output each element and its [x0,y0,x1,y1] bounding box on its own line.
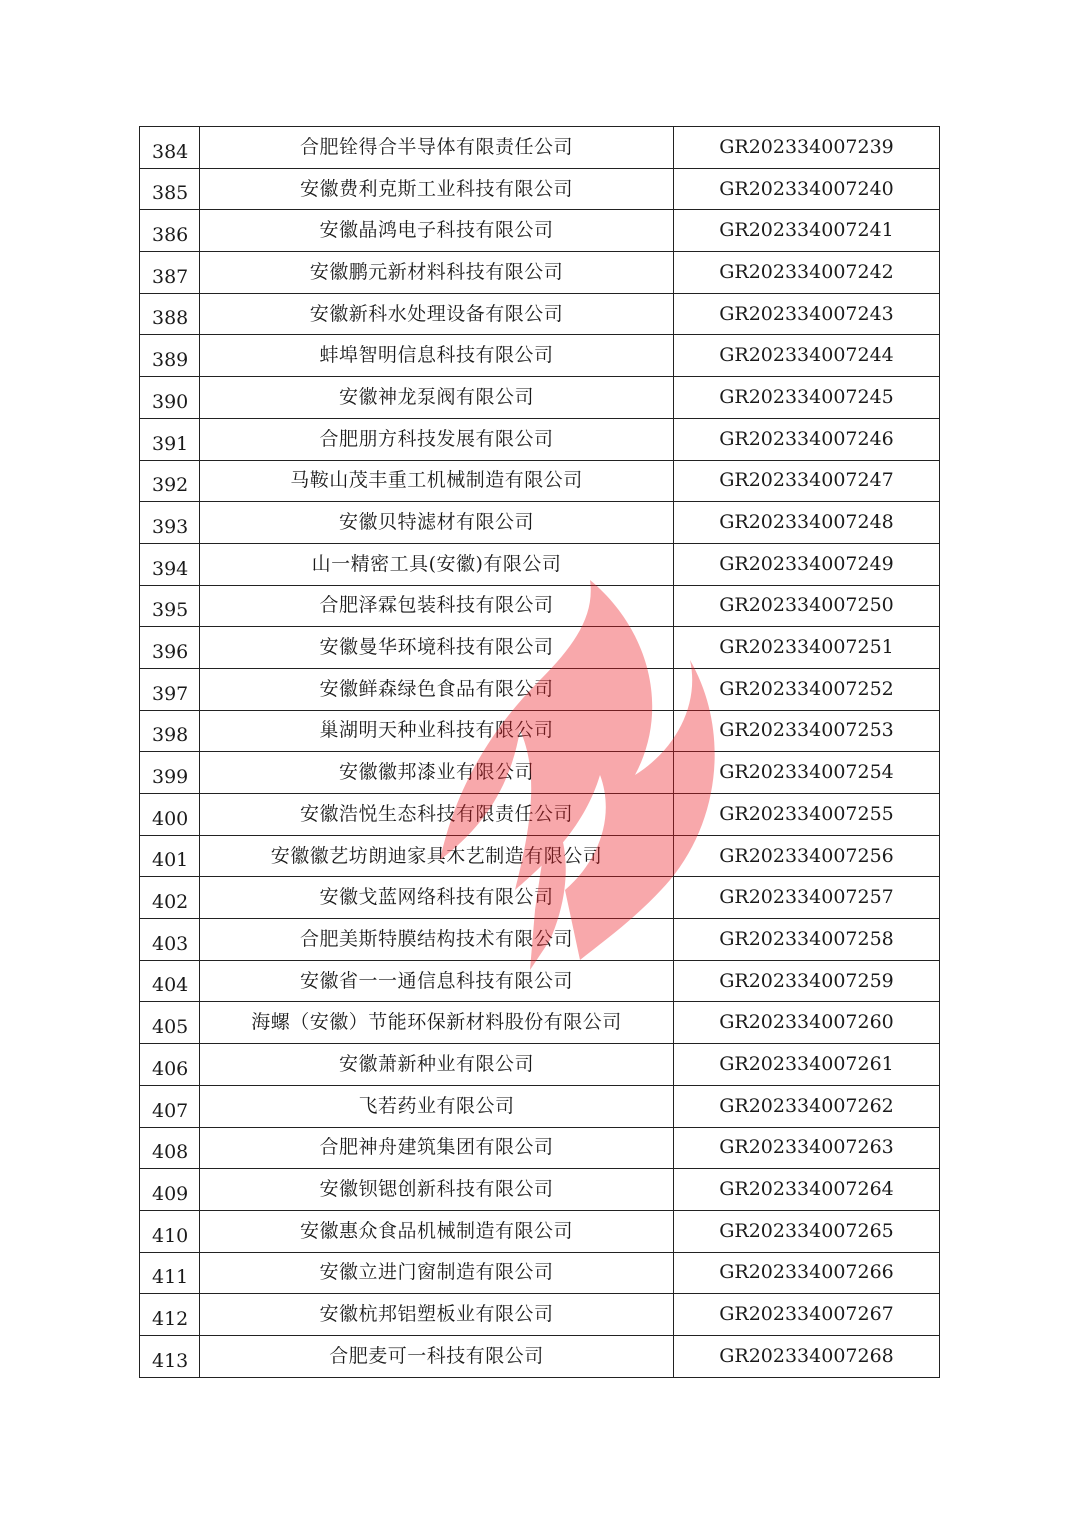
table-row [140,168,940,210]
certificate-number: GR202334007244 [674,335,940,377]
row-number: 397 [140,668,200,710]
row-number: 392 [140,460,200,502]
table-row [140,543,940,585]
certificate-number: GR202334007262 [674,1085,940,1127]
company-name: 安徽浩悦生态科技有限责任公司 [200,794,674,836]
row-number: 394 [140,543,200,585]
table-row [140,919,940,961]
row-number: 401 [140,835,200,877]
row-number: 393 [140,502,200,544]
company-name: 马鞍山茂丰重工机械制造有限公司 [200,460,674,502]
table-row [140,752,940,794]
row-number: 403 [140,919,200,961]
certificate-number: GR202334007266 [674,1252,940,1294]
certificate-number: GR202334007259 [674,960,940,1002]
certificate-number: GR202334007240 [674,168,940,210]
table-row [140,210,940,252]
table-row [140,335,940,377]
row-number: 396 [140,627,200,669]
company-name: 安徽杭邦铝塑板业有限公司 [200,1294,674,1336]
certificate-number: GR202334007239 [674,127,940,169]
certificate-number: GR202334007250 [674,585,940,627]
row-number: 402 [140,877,200,919]
company-name: 合肥铨得合半导体有限责任公司 [200,127,674,169]
certificate-number: GR202334007255 [674,794,940,836]
row-number: 391 [140,418,200,460]
company-name: 安徽费利克斯工业科技有限公司 [200,168,674,210]
row-number: 389 [140,335,200,377]
table-row [140,460,940,502]
certificate-number: GR202334007261 [674,1044,940,1086]
row-number: 388 [140,293,200,335]
certificate-number: GR202334007251 [674,627,940,669]
company-name: 合肥美斯特膜结构技术有限公司 [200,919,674,961]
row-number: 386 [140,210,200,252]
certificate-number: GR202334007249 [674,543,940,585]
table-row [140,835,940,877]
certificate-number: GR202334007265 [674,1210,940,1252]
certificate-number: GR202334007247 [674,460,940,502]
company-name: 安徽徽邦漆业有限公司 [200,752,674,794]
company-name: 安徽新科水处理设备有限公司 [200,293,674,335]
certificate-number: GR202334007256 [674,835,940,877]
certificate-number: GR202334007243 [674,293,940,335]
table-row [140,1044,940,1086]
company-table [139,126,940,1378]
certificate-number: GR202334007254 [674,752,940,794]
table-row [140,877,940,919]
company-name: 巢湖明天种业科技有限公司 [200,710,674,752]
company-name: 安徽萧新种业有限公司 [200,1044,674,1086]
certificate-number: GR202334007268 [674,1335,940,1377]
company-name: 安徽省一一通信息科技有限公司 [200,960,674,1002]
company-name: 安徽钡锶创新科技有限公司 [200,1169,674,1211]
row-number: 409 [140,1169,200,1211]
company-name: 安徽晶鸿电子科技有限公司 [200,210,674,252]
certificate-number: GR202334007248 [674,502,940,544]
row-number: 406 [140,1044,200,1086]
row-number: 385 [140,168,200,210]
table-row [140,418,940,460]
row-number: 399 [140,752,200,794]
table-row [140,377,940,419]
row-number: 411 [140,1252,200,1294]
row-number: 400 [140,794,200,836]
table-row [140,502,940,544]
certificate-number: GR202334007264 [674,1169,940,1211]
company-name: 安徽鹏元新材料科技有限公司 [200,252,674,294]
table-row [140,1210,940,1252]
company-name: 飞若药业有限公司 [200,1085,674,1127]
certificate-number: GR202334007245 [674,377,940,419]
company-name: 安徽神龙泵阀有限公司 [200,377,674,419]
company-name: 合肥麦可一科技有限公司 [200,1335,674,1377]
table-row [140,960,940,1002]
certificate-number: GR202334007267 [674,1294,940,1336]
table-row [140,127,940,169]
company-name: 合肥泽霖包装科技有限公司 [200,585,674,627]
company-name: 安徽鲜森绿色食品有限公司 [200,668,674,710]
row-number: 413 [140,1335,200,1377]
table-row [140,1085,940,1127]
company-name: 安徽贝特滤材有限公司 [200,502,674,544]
certificate-number: GR202334007263 [674,1127,940,1169]
certificate-number: GR202334007241 [674,210,940,252]
company-name: 安徽立进门窗制造有限公司 [200,1252,674,1294]
certificate-number: GR202334007246 [674,418,940,460]
company-name: 安徽徽艺坊朗迪家具木艺制造有限公司 [200,835,674,877]
row-number: 384 [140,127,200,169]
table-row [140,293,940,335]
table-row [140,252,940,294]
table-row [140,1127,940,1169]
row-number: 390 [140,377,200,419]
table-row [140,1169,940,1211]
certificate-number: GR202334007260 [674,1002,940,1044]
row-number: 407 [140,1085,200,1127]
certificate-number: GR202334007253 [674,710,940,752]
company-name: 合肥朋方科技发展有限公司 [200,418,674,460]
company-table-body [140,127,940,1378]
row-number: 395 [140,585,200,627]
table-row [140,585,940,627]
table-row [140,1002,940,1044]
table-row [140,668,940,710]
row-number: 412 [140,1294,200,1336]
row-number: 408 [140,1127,200,1169]
company-name: 蚌埠智明信息科技有限公司 [200,335,674,377]
table-row [140,710,940,752]
company-name: 安徽曼华环境科技有限公司 [200,627,674,669]
certificate-number: GR202334007257 [674,877,940,919]
table-row [140,1335,940,1377]
row-number: 398 [140,710,200,752]
certificate-number: GR202334007252 [674,668,940,710]
company-name: 合肥神舟建筑集团有限公司 [200,1127,674,1169]
table-row [140,1294,940,1336]
row-number: 410 [140,1210,200,1252]
certificate-number: GR202334007258 [674,919,940,961]
row-number: 405 [140,1002,200,1044]
company-name: 安徽戈蓝网络科技有限公司 [200,877,674,919]
table-row [140,1252,940,1294]
certificate-number: GR202334007242 [674,252,940,294]
company-name: 海螺（安徽）节能环保新材料股份有限公司 [200,1002,674,1044]
row-number: 387 [140,252,200,294]
row-number: 404 [140,960,200,1002]
company-name: 安徽惠众食品机械制造有限公司 [200,1210,674,1252]
company-name: 山一精密工具(安徽)有限公司 [200,543,674,585]
table-row [140,794,940,836]
table-row [140,627,940,669]
